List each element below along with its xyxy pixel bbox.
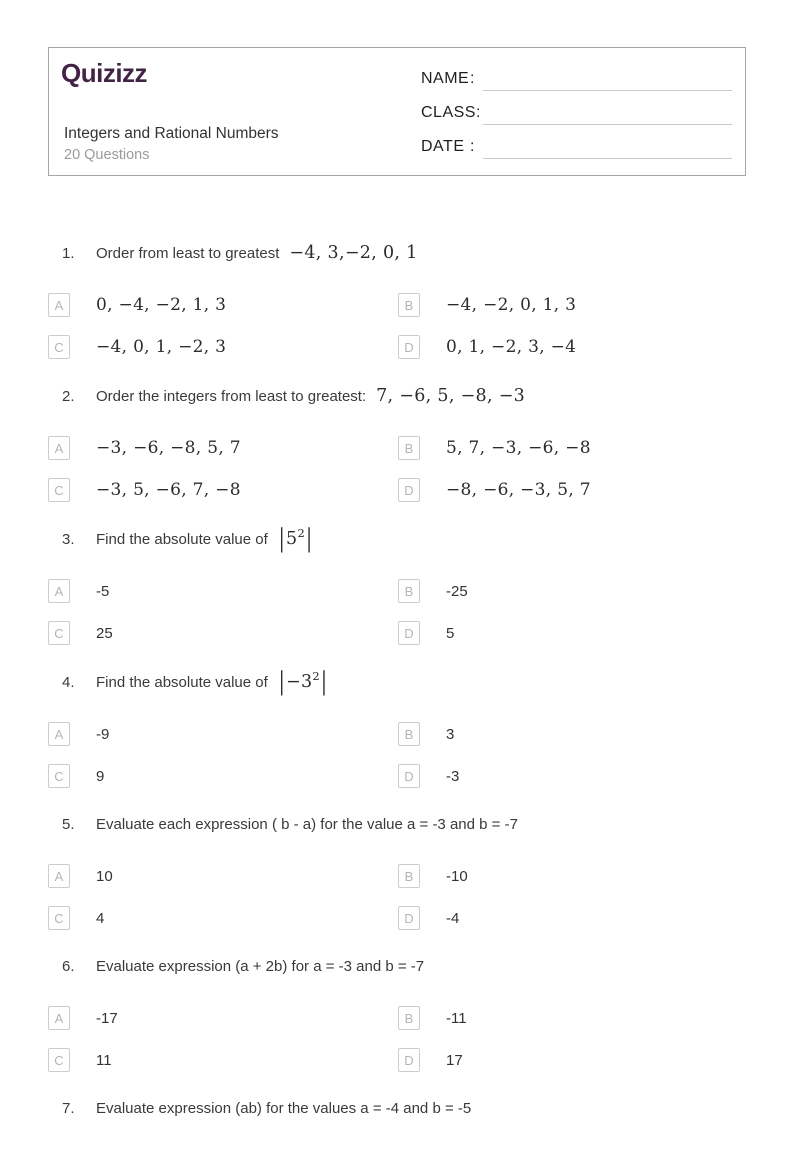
option-letter-box[interactable]: A [48, 293, 70, 317]
option-b [398, 721, 746, 747]
option-b [398, 863, 746, 889]
option-value: 5 [446, 624, 455, 642]
question-text: Order the integers from least to greatest: [96, 388, 367, 405]
name-field-label: NAME : [421, 70, 475, 87]
question-6 [48, 957, 746, 1073]
option-letter-box[interactable]: D [398, 764, 420, 788]
question-text: Evaluate expression (ab) for the values a = -4 and b = -5 [96, 1100, 472, 1117]
option-value: -25 [446, 582, 468, 600]
option-value: 25 [96, 624, 113, 642]
quizizz-logo: Quizizz [61, 58, 148, 88]
question-count: 20 Questions [64, 147, 150, 163]
question-2 [48, 386, 746, 503]
option-value: 5, 7, −3, −6, −8 [446, 438, 591, 458]
option-value: 11 [96, 1051, 112, 1069]
option-value: 4 [96, 909, 105, 927]
option-letter-box[interactable]: C [48, 1048, 70, 1072]
option-letter-box[interactable]: A [48, 722, 70, 746]
option-letter-box[interactable]: D [398, 478, 420, 502]
question-number: 1. [62, 245, 75, 262]
answer-options [48, 578, 746, 646]
question-number: 5. [62, 816, 75, 833]
name-field-row [421, 62, 732, 96]
answer-options [48, 1005, 746, 1073]
answer-options [48, 292, 746, 360]
option-value: -9 [96, 725, 110, 743]
option-letter-box[interactable]: C [48, 764, 70, 788]
option-d [398, 763, 746, 789]
question-math-absolute-value: $|-3^2|$ [278, 667, 328, 697]
question-1 [48, 243, 746, 360]
answer-options [48, 435, 746, 503]
question-number: 4. [62, 674, 75, 691]
option-letter-box[interactable]: A [48, 1006, 70, 1030]
question-number: 2. [62, 388, 75, 405]
option-letter-box[interactable]: B [398, 293, 420, 317]
question-text: Evaluate each expression ( b - a) for the value a = -3 and b = -7 [96, 816, 518, 833]
option-letter-box[interactable]: C [48, 335, 70, 359]
option-a [48, 435, 398, 461]
option-letter-box[interactable]: A [48, 579, 70, 603]
option-b [398, 578, 746, 604]
colon: : [475, 104, 481, 121]
option-value: 3 [446, 725, 455, 743]
abs-bar: | [306, 524, 313, 554]
option-c [48, 905, 398, 931]
option-d [398, 620, 746, 646]
question-7 [48, 1099, 746, 1119]
option-value: -5 [96, 582, 110, 600]
question-text: Order from least to greatest [96, 245, 280, 262]
option-d [398, 334, 746, 360]
question-3 [48, 524, 746, 646]
option-letter-box[interactable]: D [398, 906, 420, 930]
option-value: 9 [96, 767, 105, 785]
option-c [48, 477, 398, 503]
option-d [398, 477, 746, 503]
option-value: 10 [96, 867, 113, 885]
option-value: 0, 1, −2, 3, −4 [446, 337, 577, 357]
option-letter-box[interactable]: D [398, 621, 420, 645]
abs-bar: | [321, 667, 328, 697]
option-value: 0, −4, −2, 1, 3 [96, 295, 227, 315]
question-4 [48, 667, 746, 789]
class-field-row [421, 96, 732, 130]
question-list [48, 243, 746, 1119]
option-letter-box[interactable]: D [398, 1048, 420, 1072]
class-field-label: CLASS : [421, 104, 481, 121]
colon: : [470, 70, 475, 87]
question-number: 3. [62, 531, 75, 548]
abs-bar: | [278, 667, 285, 697]
name-input-line[interactable] [483, 62, 732, 91]
question-text: Evaluate expression (a + 2b) for a = -3 and b = -7 [96, 958, 425, 975]
option-a [48, 863, 398, 889]
option-letter-box[interactable]: B [398, 436, 420, 460]
option-c [48, 620, 398, 646]
option-a [48, 578, 398, 604]
option-a [48, 292, 398, 318]
option-value: -4 [446, 909, 460, 927]
question-5 [48, 815, 746, 931]
option-b [398, 292, 746, 318]
option-c [48, 763, 398, 789]
abs-bar: | [278, 524, 285, 554]
option-letter-box[interactable]: A [48, 436, 70, 460]
option-value: −8, −6, −3, 5, 7 [446, 480, 591, 500]
worksheet-header [48, 47, 746, 176]
class-input-line[interactable] [483, 96, 732, 125]
option-value: −3, −6, −8, 5, 7 [96, 438, 241, 458]
option-a [48, 1005, 398, 1031]
date-field-label: DATE : [421, 138, 475, 155]
question-math-absolute-value: $|5^2|$ [278, 524, 313, 554]
option-d [398, 1047, 746, 1073]
option-b [398, 435, 746, 461]
worksheet-page [0, 47, 794, 1170]
exponent: 2 [297, 526, 306, 541]
question-number: 7. [62, 1100, 75, 1117]
option-value: -11 [446, 1009, 467, 1027]
option-value: 17 [446, 1051, 463, 1069]
question-math: −4, 3,−2, 0, 1 [289, 243, 418, 263]
worksheet-title: Integers and Rational Numbers [64, 125, 279, 142]
option-c [48, 334, 398, 360]
option-value: −4, −2, 0, 1, 3 [446, 295, 577, 315]
student-fields [421, 62, 732, 164]
date-field-row [421, 130, 732, 164]
option-value: -10 [446, 867, 468, 885]
option-letter-box[interactable]: B [398, 722, 420, 746]
option-letter-box[interactable]: B [398, 579, 420, 603]
option-letter-box[interactable]: C [48, 906, 70, 930]
option-letter-box[interactable]: C [48, 621, 70, 645]
answer-options [48, 863, 746, 931]
date-input-line[interactable] [483, 130, 732, 159]
option-letter-box[interactable]: C [48, 478, 70, 502]
title-block [64, 125, 279, 163]
option-letter-box[interactable]: B [398, 864, 420, 888]
exponent: 2 [312, 669, 321, 684]
option-b [398, 1005, 746, 1031]
question-math: 7, −6, 5, −8, −3 [376, 386, 526, 406]
option-c [48, 1047, 398, 1073]
option-value: −4, 0, 1, −2, 3 [96, 337, 227, 357]
option-d [398, 905, 746, 931]
option-letter-box[interactable]: D [398, 335, 420, 359]
question-text: Find the absolute value of [96, 531, 268, 548]
option-value: -3 [446, 767, 460, 785]
option-a [48, 721, 398, 747]
answer-options [48, 721, 746, 789]
option-letter-box[interactable]: B [398, 1006, 420, 1030]
option-value: −3, 5, −6, 7, −8 [96, 480, 241, 500]
question-text: Find the absolute value of [96, 674, 268, 691]
colon: : [470, 138, 475, 155]
option-letter-box[interactable]: A [48, 864, 70, 888]
question-number: 6. [62, 958, 75, 975]
option-value: -17 [96, 1009, 118, 1027]
